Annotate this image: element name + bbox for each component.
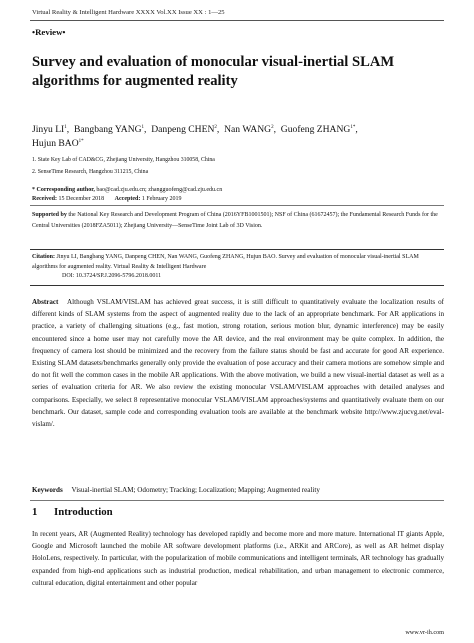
author-name: Guofeng ZHANG bbox=[280, 124, 351, 135]
citation-doi[interactable]: DOI: 10.3724/SP.J.2096-5796.2018.0011 bbox=[62, 273, 162, 279]
author-affil-mark: 1* bbox=[78, 138, 84, 144]
introduction-text: In recent years, AR (Augmented Reality) technology has developed rapidly and become more and more mature. International IT giants Apple, Google and Microsoft launched the mobile AR software development platforms (i.e., ARKit and ARCore), as well as AR helmet display HoloLens, respectively. In particular, with the popularization of mobile communications and intelligent terminals, AR technology has gradually expanded from high-end applications such as industrial production, medical rehabilitation, and urban management to electronic commerce, cultural education, digital entertainment and other popular bbox=[32, 530, 444, 587]
section-title: Introduction bbox=[54, 506, 113, 518]
section-heading bbox=[32, 506, 113, 518]
section-number: 1 bbox=[32, 506, 38, 518]
funding-statement bbox=[32, 210, 444, 231]
citation-label: Citation: bbox=[32, 254, 55, 260]
citation-block bbox=[32, 253, 444, 282]
abstract-text: Although VSLAM/VISLAM has achieved great success, it is still difficult to quantitatively evaluate the localization results of different kinds of SLAM systems from the aspect of augmented reality due to the lack of an appropriate benchmark. For AR applications in practice, a variety of challenging situations (e.g., fast motion, strong rotation, serious motion blur, dynamic interference) may be easily encountered since a home user may not carefully move the AR device, and the real environment may be quite complex. In addition, the frequency of camera lost should be minimized and the recovery from the failure status should be fast and accurate for good AR experience. Existing SLAM datasets/benchmarks generally only provide the evaluation of pose accuracy and their camera motions are somehow simple and do not fit well the common cases in the mobile AR applications. With the above motivation, we build a new visual-inertial dataset as well as a series of evaluation criteria for AR. We also review the existing monocular VSLAM/VISLAM approaches with detailed analyses and comparisons. Especially, we select 8 representative monocular VSLAM/VISLAM approaches/systems and quantitatively evaluate them on our benchmark. Our dataset, sample code and corresponding evaluation tools are available at the benchmark website http://www.zjucvg.net/eval-vislam/. bbox=[32, 298, 444, 429]
abstract bbox=[32, 296, 444, 430]
article-type-tag: •Review• bbox=[32, 27, 66, 37]
author-affil-mark: 2 bbox=[271, 124, 274, 130]
header-rule bbox=[30, 20, 444, 21]
keywords-label: Keywords bbox=[32, 486, 63, 494]
citation-text: Jinyu LI, Bangbang YANG, Danpeng CHEN, Nan WANG, Guofeng ZHANG, Hujun BAO. Survey and evaluation of monocular visual-inertial SLAM algorithms for augmented reality. Virtual Reality & Intelligent Hardware bbox=[32, 254, 419, 270]
affiliation-item: 2. SenseTime Research, Hangzhou 311215, China bbox=[32, 168, 149, 175]
keywords bbox=[32, 486, 444, 494]
funding-label: Supported by bbox=[32, 212, 67, 218]
journal-website[interactable]: www.vr-ih.com bbox=[405, 629, 444, 636]
accepted-label: Accepted: bbox=[114, 196, 141, 202]
dates-divider bbox=[30, 205, 444, 206]
running-head: Virtual Reality & Intelligent Hardware XXXX Vol.XX Issue XX : 1—25 bbox=[32, 9, 225, 16]
author-affil-mark: 1 bbox=[141, 124, 145, 130]
correspondence-email[interactable]: bao@cad.zju.edu.cn; zhangguofeng@cad.zju.edu.cn bbox=[96, 187, 223, 193]
abstract-label: Abstract bbox=[32, 298, 59, 306]
citation-rule-bottom bbox=[30, 285, 444, 286]
author-name: Danpeng CHEN bbox=[151, 124, 215, 135]
correspondence-label: * Corresponding author, bbox=[32, 187, 95, 193]
author-name: Bangbang YANG bbox=[73, 124, 142, 135]
author-list: Jinyu $LI^1$, Bangbang YANG$^1$, Danpeng CHEN$^2$, Nan WANG$^2$, Guofeng $ZHANG^{1*}$, Hujun $BAO^{1*}$ bbox=[32, 124, 358, 149]
affiliation-item: 1. State Key Lab of CAD&CG, Zhejiang University, Hangzhou 310058, China bbox=[32, 157, 215, 163]
article-dates bbox=[32, 195, 181, 204]
keywords-divider bbox=[30, 500, 444, 501]
citation-rule-top bbox=[30, 249, 444, 250]
author-affil-mark: 2 bbox=[214, 124, 217, 130]
keywords-text: Visual-inertial SLAM; Odometry; Tracking; Localization; Mapping; Augmented reality bbox=[71, 486, 320, 494]
author-name: Jinyu LI bbox=[32, 124, 65, 135]
correspondence bbox=[32, 186, 222, 195]
author-affil-mark: 1* bbox=[350, 124, 356, 130]
affiliation-list bbox=[32, 155, 442, 178]
author-affil-mark: 1 bbox=[64, 124, 67, 130]
paper-title: Survey and evaluation of monocular visual-inertial SLAM algorithms for augmented reality bbox=[32, 54, 395, 89]
author-name: Nan WANG bbox=[224, 124, 272, 135]
received-label: Received: bbox=[32, 196, 57, 202]
accepted-date: 1 February 2019 bbox=[141, 196, 182, 202]
funding-text: the National Key Research and Development Program of China (2016YFB1001501); NSF of China (61672457); the Fundamental Research Funds for the Central Universities (2018FZA5011); Zhejiang University—SenseTime Joint Lab of 3D Vision. bbox=[32, 212, 438, 229]
received-date: 15 December 2018 bbox=[58, 196, 105, 202]
author-name: Hujun BAO bbox=[32, 138, 79, 149]
